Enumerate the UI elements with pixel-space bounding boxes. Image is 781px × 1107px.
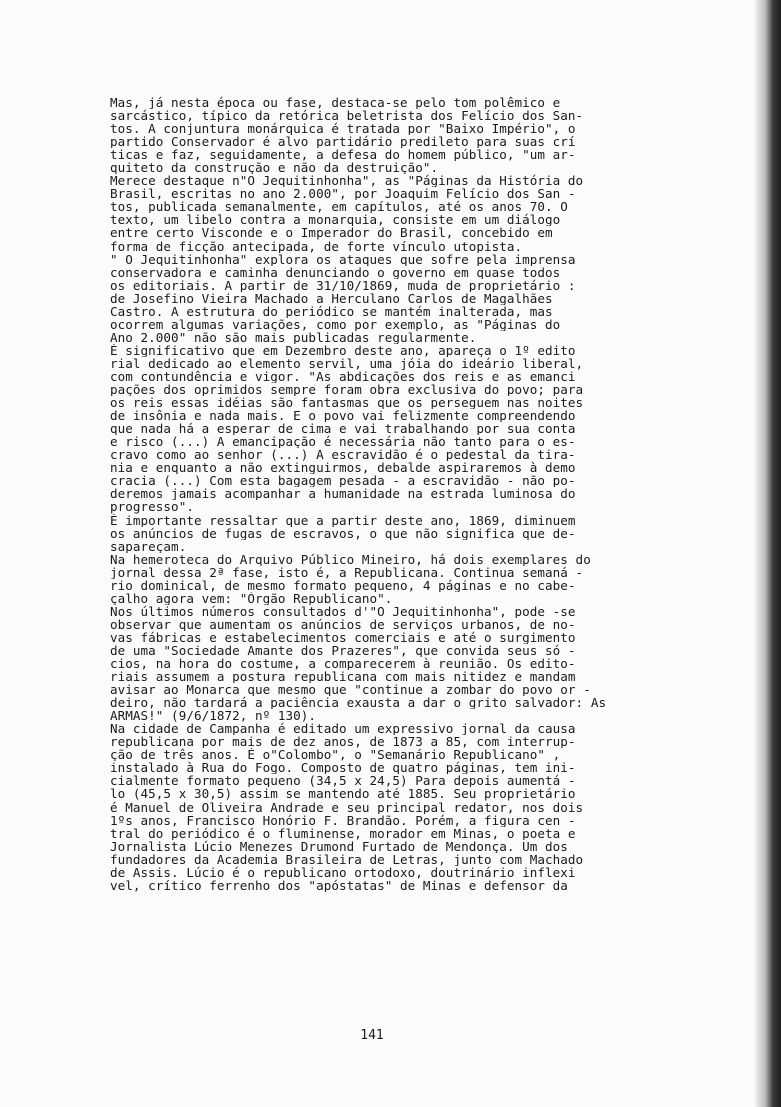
text-line: republicana por mais de dez anos, de 1873 a 85, com interrup-	[110, 735, 576, 749]
text-line: deiro, não tardará a paciência exausta a dar o grito salvador: As	[110, 696, 607, 710]
text-line: e risco (...) A emancipação é necessária não tanto para o es-	[110, 435, 576, 449]
text-line: " O Jequitinhonha" explora os ataques que sofre pela imprensa	[110, 252, 576, 266]
text-line: progresso".	[110, 500, 194, 514]
text-line: Castro. A estrutura do periódico se mantém inalterada, mas	[110, 304, 553, 318]
text-line: fundadores da Academia Brasileira de Letras, junto com Machado	[110, 852, 584, 866]
text-line: rial dedicado ao elemento servil, uma jóia do ideário liberal,	[110, 356, 584, 370]
text-line: rio dominical, de mesmo formato pequeno, 4 páginas e no cabe-	[110, 578, 576, 592]
body-text	[110, 96, 640, 892]
text-line: Na hemeroteca do Arquivo Público Mineiro, há dois exemplares do	[110, 552, 591, 566]
text-line: jornal dessa 2ª fase, isto é, a Republicana. Continua semaná -	[110, 565, 584, 579]
text-line: pações dos oprimidos sempre foram obra exclusiva do povo; para	[110, 383, 584, 397]
text-line: Jornalista Lúcio Menezes Drumond Furtado de Mendonça. Um dos	[110, 839, 568, 853]
text-line: de Josefino Vieira Machado a Herculano Carlos de Magalhães	[110, 291, 553, 305]
text-line: instalado à Rua do Fogo. Composto de quatro páginas, tem ini-	[110, 761, 576, 775]
text-line: ção de três anos. É o"Colombo", o "Semanário Republicano" ,	[110, 748, 561, 762]
text-line: cios, na hora do costume, a comparecerem à reunião. Os edito-	[110, 657, 576, 671]
text-line: vel, crítico ferrenho dos "apóstatas" de Minas e defensor da	[110, 878, 568, 892]
text-line: os reis essas idéias são fantasmas que os perseguem nas noites	[110, 396, 584, 410]
text-line: Brasil, escritas no ano 2.000", por Joaquim Felício dos San -	[110, 187, 576, 201]
text-line: nia e enquanto a não extinguirmos, debalde aspiraremos à demo	[110, 461, 576, 475]
text-line: cravo como ao senhor (...) A escravidão é o pedestal da tira-	[110, 448, 576, 462]
text-line: Merece destaque n"O Jequitinhonha", as "Páginas da História do	[110, 174, 584, 188]
text-line: Mas, já nesta época ou fase, destaca-se pelo tom polêmico e	[110, 96, 561, 110]
text-line: avisar ao Monarca que mesmo que "continue a zombar do povo or -	[110, 683, 591, 697]
text-line: de insônia e nada mais. E o povo vai felizmente compreendendo	[110, 409, 576, 423]
text-line: tos, publicada semanalmente, em capítulos, até os anos 70. O	[110, 200, 568, 214]
text-line: quiteto da construção e não da destruição".	[110, 161, 439, 175]
text-line: Na cidade de Campanha é editado um expressivo jornal da causa	[110, 722, 576, 736]
text-line: ticas e faz, seguidamente, a defesa do homem público, "um ar-	[110, 148, 576, 162]
text-line: deremos jamais acompanhar a humanidade na estrada luminosa do	[110, 487, 576, 501]
text-line: Ano 2.000" não são mais publicadas regularmente.	[110, 330, 477, 344]
text-line: os editoriais. A partir de 31/10/1869, muda de proprietário :	[110, 278, 576, 292]
text-line: Nos últimos números consultados d'"O Jequitinhonha", pode -se	[110, 604, 576, 618]
text-line: ocorrem algumas variações, como por exemplo, as "Páginas do	[110, 317, 561, 331]
text-line: çalho agora vem: "Órgão Republicano".	[110, 591, 393, 605]
text-line: texto, um libelo contra a monarquia, consiste em um diálogo	[110, 213, 561, 227]
text-line: forma de ficção antecipada, de forte vínculo utopista.	[110, 239, 523, 253]
text-line: 1ºs anos, Francisco Honório F. Brandão. Porém, a figura cen -	[110, 813, 576, 827]
text-line: os anúncios de fugas de escravos, o que não significa que de-	[110, 526, 576, 540]
scan-binding-edge	[755, 0, 781, 1107]
text-line: cracia (...) Com esta bagagem pesada - a escravidão - não po-	[110, 474, 576, 488]
text-line: riais assumem a postura republicana com mais nitidez e mandam	[110, 670, 576, 684]
text-line: tral do periódico é o fluminense, morador em Minas, o poeta e	[110, 826, 576, 840]
text-line: de uma "Sociedade Amante dos Prazeres", que convida seus só -	[110, 643, 576, 658]
text-line: conservadora e caminha denunciando o governo em quase todos	[110, 265, 561, 279]
text-line: entre certo Visconde e o Imperador do Brasil, concebido em	[110, 226, 553, 240]
text-line: lo (45,5 x 30,5) assim se mantendo até 1885. Seu proprietário	[110, 787, 576, 801]
text-line: sarcástico, típico da retórica beletrista dos Felício dos San-	[110, 109, 584, 123]
text-line: é Manuel de Oliveira Andrade e seu principal redator, nos dois	[110, 800, 584, 814]
text-line: com contundência e vigor. "As abdicações dos reis e as emanci	[110, 369, 576, 384]
page-number: 141	[360, 1028, 384, 1043]
text-line: que nada há a esperar de cima e vai trabalhando por sua conta	[110, 422, 576, 436]
text-line: vas fábricas e estabelecimentos comerciais e até o surgimento	[110, 630, 576, 644]
text-line: sapareçam.	[110, 539, 187, 553]
text-line: ARMAS!" (9/6/1872, nº 130).	[110, 709, 317, 723]
text-line: observar que aumentam os anúncios de serviços urbanos, de no-	[110, 617, 576, 631]
text-line: É significativo que em Dezembro deste ano, apareça o 1º edito	[110, 343, 576, 357]
text-line: tos. A conjuntura monárquica é tratada por "Baixo Império", o	[110, 122, 576, 136]
text-line: É importante ressaltar que a partir deste ano, 1869, diminuem	[110, 513, 576, 527]
text-line: partido Conservador é alvo partidário predileto para suas crí	[110, 135, 576, 149]
text-line: de Assis. Lúcio é o republicano ortodoxo, doutrinário inflexi	[110, 865, 576, 879]
text-line: cialmente formato pequeno (34,5 x 24,5) Para depois aumentá -	[110, 774, 576, 788]
